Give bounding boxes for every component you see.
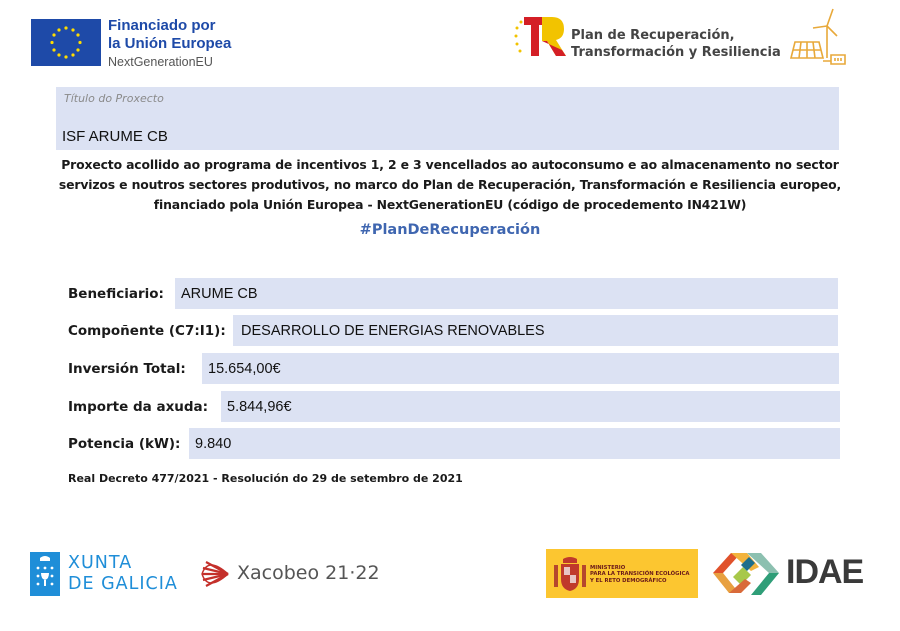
aid-amount-value-text: 5.844,96€ [227,398,292,415]
xunta-line2: DE GALICIA [68,574,178,594]
total-investment-label: Inversión Total: [68,361,186,377]
component-value [233,315,838,346]
beneficiary-label: Beneficiario: [68,286,164,302]
idae-logo: IDAE [786,553,864,591]
xunta-logo [68,553,178,595]
project-title-field [56,87,839,150]
component-value-text: DESARROLLO DE ENERGIAS RENOVABLES [241,322,545,339]
aid-amount-label: Importe da axuda: [68,399,209,415]
project-title-value: ISF ARUME CB [62,128,168,145]
component-label: Compoñente (C7:I1): [68,323,226,339]
ministry-line1: MINISTERIO [590,565,626,571]
total-investment-value [202,353,839,384]
recovery-plan-logo [571,27,781,61]
total-investment-value-text: 15.654,00€ [208,360,281,377]
ministry-text [590,565,690,584]
spain-coat-of-arms-icon [552,555,588,593]
power-value-text: 9.840 [195,435,232,452]
decree-reference: Real Decreto 477/2021 - Resolución do 29 de setembro de 2021 [68,472,463,485]
xunta-shield-icon [30,552,60,596]
project-title-label: Título do Proxecto [64,92,164,105]
eu-flag-icon [31,19,101,66]
beneficiary-value-text: ARUME CB [181,285,258,302]
ministry-line3: Y EL RETO DEMOGRÁFICO [590,577,667,584]
beneficiary-value [175,278,838,309]
power-value [189,428,840,459]
project-description: Proxecto acollido ao programa de incentivos 1, 2 e 3 vencellados ao autoconsumo e ao almacenamento no sector servizos e noutros sectores produtivos, no marco do Plan de Recuperación, Transformación e Resiliencia europeo, financiado pola Unión Europea - NextGenerationEU (código de procedemento IN421W) [58,157,842,212]
aid-amount-value [221,391,840,422]
eu-logo-line1: Financiado por [108,17,216,34]
xacobeo-logo: Xacobeo 21·22 [237,562,380,584]
power-label: Potencia (kW): [68,436,181,452]
eu-logo-line3: NextGenerationEU [108,55,213,69]
wind-solar-battery-icon [789,6,847,66]
ministry-line2: PARA LA TRANSICIÓN ECOLÓGICA [590,571,690,578]
xunta-line1: XUNTA [68,553,133,573]
recovery-plan-tr-icon [512,14,568,58]
eu-funding-logo [108,17,231,71]
eu-logo-line2: la Unión Europea [108,35,232,52]
scallop-shell-icon [200,558,232,590]
recovery-plan-line1: Plan de Recuperación, [571,28,735,43]
idae-mark-icon [711,549,781,599]
hashtag-link[interactable]: #PlanDeRecuperación [359,222,541,238]
recovery-plan-line2: Transformación y Resiliencia [571,45,781,60]
